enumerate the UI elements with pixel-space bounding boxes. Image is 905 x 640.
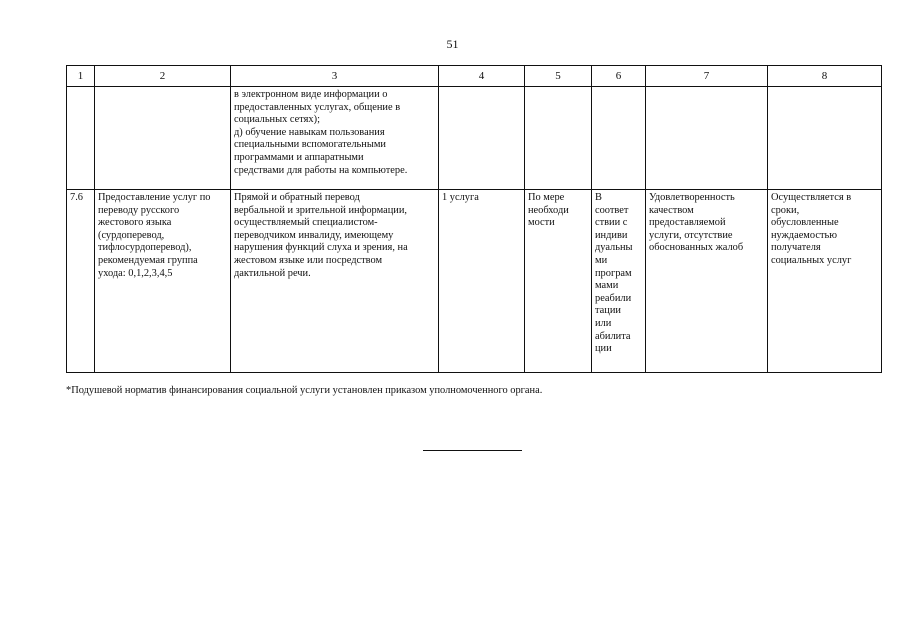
column-header-1: 1 xyxy=(67,66,95,87)
cell-volume: 1 услуга xyxy=(439,190,525,373)
cell-service-description: Прямой и обратный перевод вербальной и зрительной информации, осуществляемый специалистом- переводчиком инвалиду, имеющему нарушения функций слуха и зрения, на жестовом языке или посредством дактильной речи. xyxy=(231,190,439,373)
column-header-8: 8 xyxy=(768,66,882,87)
cell-conditions xyxy=(768,87,882,190)
cell-conditions: Осуществляется в сроки, обусловленные нуждаемостью получателя социальных услуг xyxy=(768,190,882,373)
cell-quality xyxy=(646,87,768,190)
cell-quality: Удовлетворенность качеством предоставляемой услуги, отсутствие обоснованных жалоб xyxy=(646,190,768,373)
cell-number: 7.6 xyxy=(67,190,95,373)
cell-service-description: в электронном виде информации о предоставленных услугах, общение в социальных сетях); д) обучение навыкам пользования специальными вспомогательными программами и аппаратными средствами для работы на компьютере. xyxy=(231,87,439,190)
cell-term: В соответ ствии с индиви дуальны ми програм мами реабили тации или абилита ции xyxy=(592,190,646,373)
cell-frequency xyxy=(525,87,592,190)
column-header-4: 4 xyxy=(439,66,525,87)
cell-frequency: По мере необходи мости xyxy=(525,190,592,373)
column-header-2: 2 xyxy=(95,66,231,87)
services-table xyxy=(66,65,882,373)
cell-number xyxy=(67,87,95,190)
cell-service-name xyxy=(95,87,231,190)
column-header-5: 5 xyxy=(525,66,592,87)
cell-volume xyxy=(439,87,525,190)
column-header-3: 3 xyxy=(231,66,439,87)
column-header-6: 6 xyxy=(592,66,646,87)
table-row-continuation xyxy=(67,87,882,190)
footnote: *Подушевой норматив финансирования социальной услуги установлен приказом уполномоченного органа. xyxy=(66,385,543,396)
column-header-7: 7 xyxy=(646,66,768,87)
table-row-7-6 xyxy=(67,190,882,373)
cell-service-name: Предоставление услуг по переводу русского жестового языка (сурдоперевод, тифлосурдоперевод), рекомендуемая группа ухода: 0,1,2,3,4,5 xyxy=(95,190,231,373)
end-rule-divider xyxy=(423,450,522,451)
column-header-row xyxy=(67,66,882,87)
cell-term xyxy=(592,87,646,190)
page-number: 51 xyxy=(446,37,459,51)
